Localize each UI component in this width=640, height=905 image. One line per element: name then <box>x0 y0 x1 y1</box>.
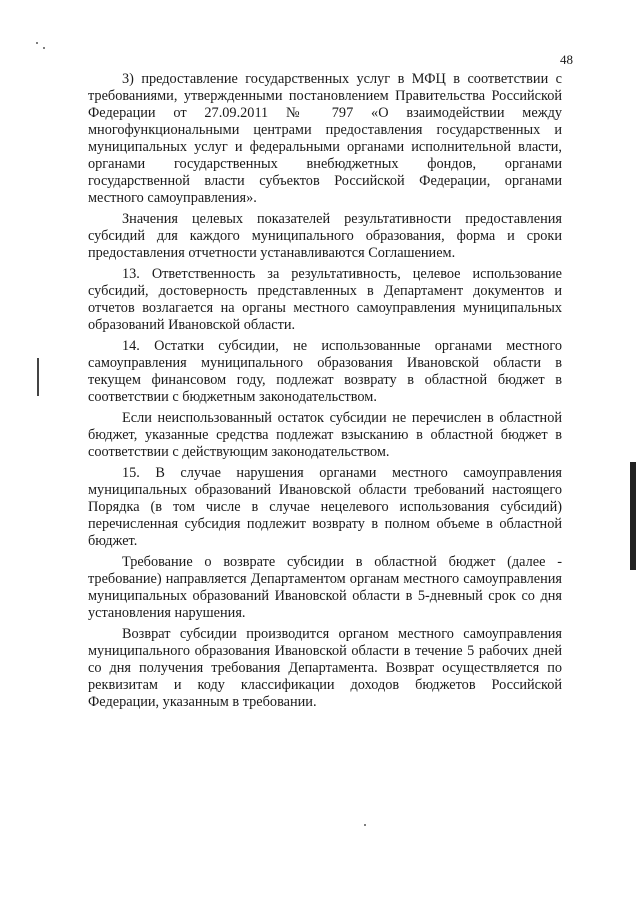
paragraph-target-indicators: Значения целевых показателей результативности предоставления субсидий для каждого муниципального образования, форма и сроки предоставления отчетности устанавливаются Соглашением. <box>88 211 562 261</box>
scan-speck <box>36 42 38 44</box>
scan-mark-right <box>630 462 636 570</box>
page-number: 48 <box>560 52 573 67</box>
paragraph-return-demand: Требование о возврате субсидии в областной бюджет (далее - требование) направляется Департаментом органам местного самоуправления муниципальных образований Ивановской области в 5-дневный срок со дня установления нарушения. <box>88 554 562 621</box>
scan-mark-left <box>37 358 39 396</box>
paragraph-unused-remainder: Если неиспользованный остаток субсидии не перечислен в областной бюджет, указанные средства подлежат взысканию в областной бюджет в соответствии с действующим законодательством. <box>88 410 562 460</box>
paragraph-13: 13. Ответственность за результативность, целевое использование субсидий, достоверность представленных в Департамент документов и отчетов возлагается на органы местного самоуправления муниципальных образований Ивановской области. <box>88 266 562 333</box>
scan-speck <box>43 47 45 49</box>
paragraph-item-3: 3) предоставление государственных услуг в МФЦ в соответствии с требованиями, утвержденными постановлением Правительства Российской Федерации от 27.09.2011 № 797 «О взаимодействии между многофункциональными центрами предоставления государственных и муниципальных услуг и федеральными органами исполнительной власти, органами государственных внебюджетных фондов, органами государственной власти субъектов Российской Федерации, органами местного самоуправления». <box>88 71 562 206</box>
paragraph-return-procedure: Возврат субсидии производится органом местного самоуправления муниципального образования Ивановской области в течение 5 рабочих дней со дня получения требования Департамента. Возврат осуществляется по реквизитам и коду классификации доходов бюджетов Российской Федерации, указанным в требовании. <box>88 626 562 710</box>
paragraph-14: 14. Остатки субсидии, не использованные органами местного самоуправления муниципального образования Ивановской области в текущем финансовом году, подлежат возврату в областной бюджет в соответствии с бюджетным законодательством. <box>88 338 562 405</box>
scan-speck <box>364 824 366 826</box>
document-body <box>88 71 562 715</box>
paragraph-15: 15. В случае нарушения органами местного самоуправления муниципальных образований Ивановской области требований настоящего Порядка (в том числе в случае нецелевого использования субсидий) перечисленная субсидия подлежит возврату в полном объеме в областной бюджет. <box>88 465 562 549</box>
